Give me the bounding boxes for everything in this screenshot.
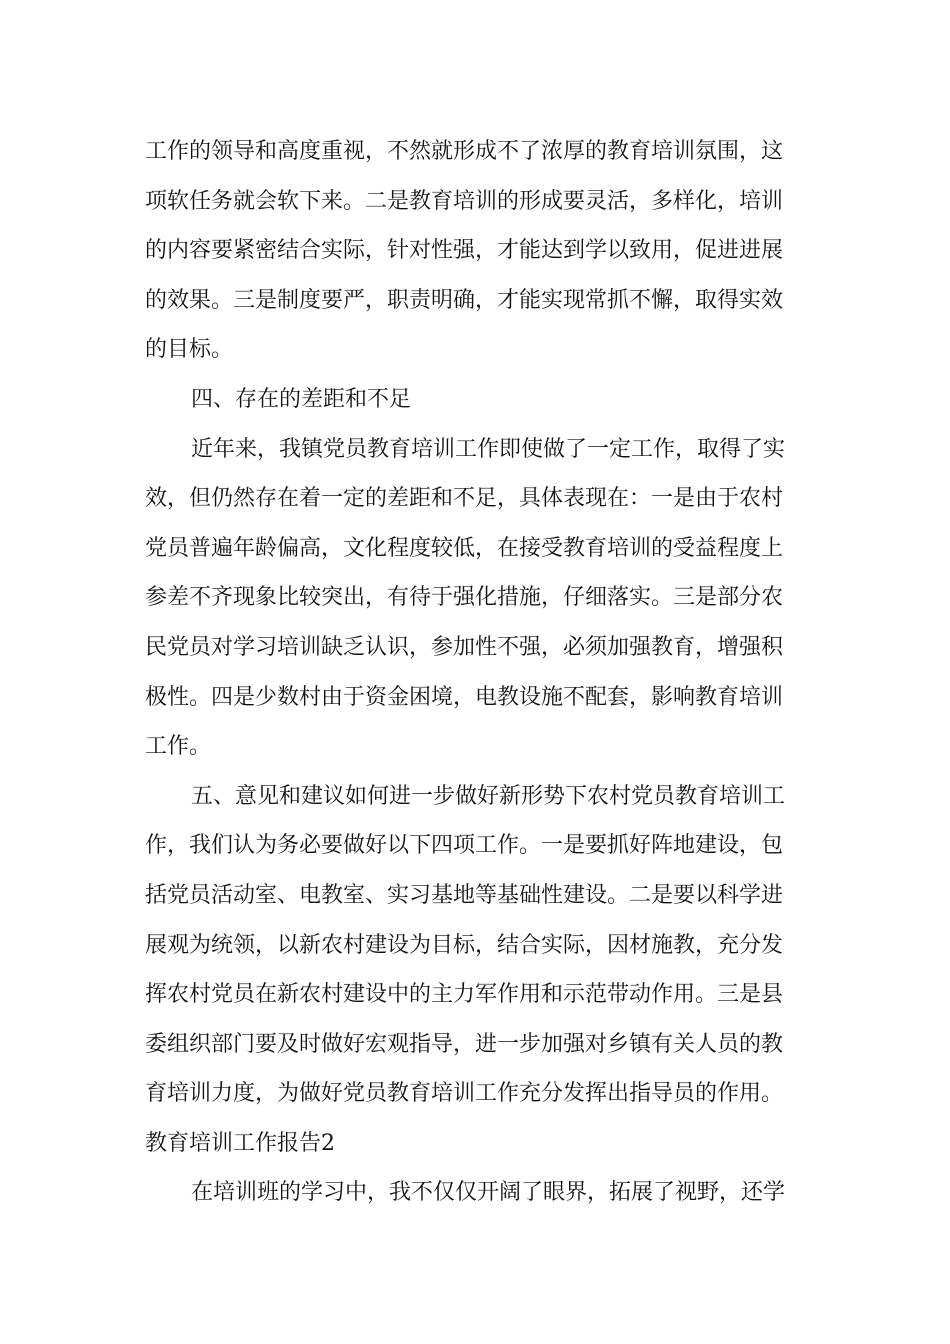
text-line: 极性。四是少数村由于资金困境，电教设施不配套，影响教育培训 [145, 684, 784, 710]
document-body [145, 127, 810, 1218]
text-line: 的效果。三是制度要严，职责明确，才能实现常抓不懈，取得实效 [145, 287, 784, 313]
document-title: 教育培训工作报告2 [145, 1130, 335, 1156]
text-line: 育培训力度，为做好党员教育培训工作充分发挥出指导员的作用。 [145, 1081, 784, 1107]
text-line: 的内容要紧密结合实际，针对性强，才能达到学以致用，促进进展 [145, 238, 784, 264]
text-line: 工作。 [145, 734, 212, 760]
text-line: 括党员活动室、电教室、实习基地等基础性建设。二是要以科学进 [145, 882, 784, 908]
text-line: 委组织部门要及时做好宏观指导，进一步加强对乡镇有关人员的教 [145, 1031, 784, 1057]
text-line: 工作的领导和高度重视，不然就形成不了浓厚的教育培训氛围，这 [145, 139, 784, 164]
text-line: 效，但仍然存在着一定的差距和不足，具体表现在：一是由于农村 [145, 486, 784, 512]
text-line: 展观为统领，以新农村建设为目标，结合实际，因材施教，充分发 [145, 932, 784, 958]
text-line: 党员普遍年龄偏高，文化程度较低，在接受教育培训的受益程度上 [145, 535, 784, 561]
section-heading: 四、存在的差距和不足 [191, 386, 412, 412]
text-line: 参差不齐现象比较突出，有待于强化措施，仔细落实。三是部分农 [145, 585, 784, 611]
section-heading: 五、意见和建议如何进一步做好新形势下农村党员教育培训工 [191, 783, 786, 809]
text-line: 近年来，我镇党员教育培训工作即使做了一定工作，取得了实 [191, 436, 786, 462]
text-line: 民党员对学习培训缺乏认识，参加性不强，必须加强教育，增强积 [145, 634, 784, 660]
text-line: 挥农村党员在新农村建设中的主力军作用和示范带动作用。三是县 [145, 982, 784, 1008]
text-line: 的目标。 [145, 337, 234, 363]
text-line: 在培训班的学习中，我不仅仅开阔了眼界，拓展了视野，还学 [191, 1180, 786, 1206]
text-line: 作，我们认为务必要做好以下四项工作。一是要抓好阵地建设，包 [145, 833, 784, 859]
text-line: 项软任务就会软下来。二是教育培训的形成要灵活，多样化，培训 [145, 188, 784, 214]
